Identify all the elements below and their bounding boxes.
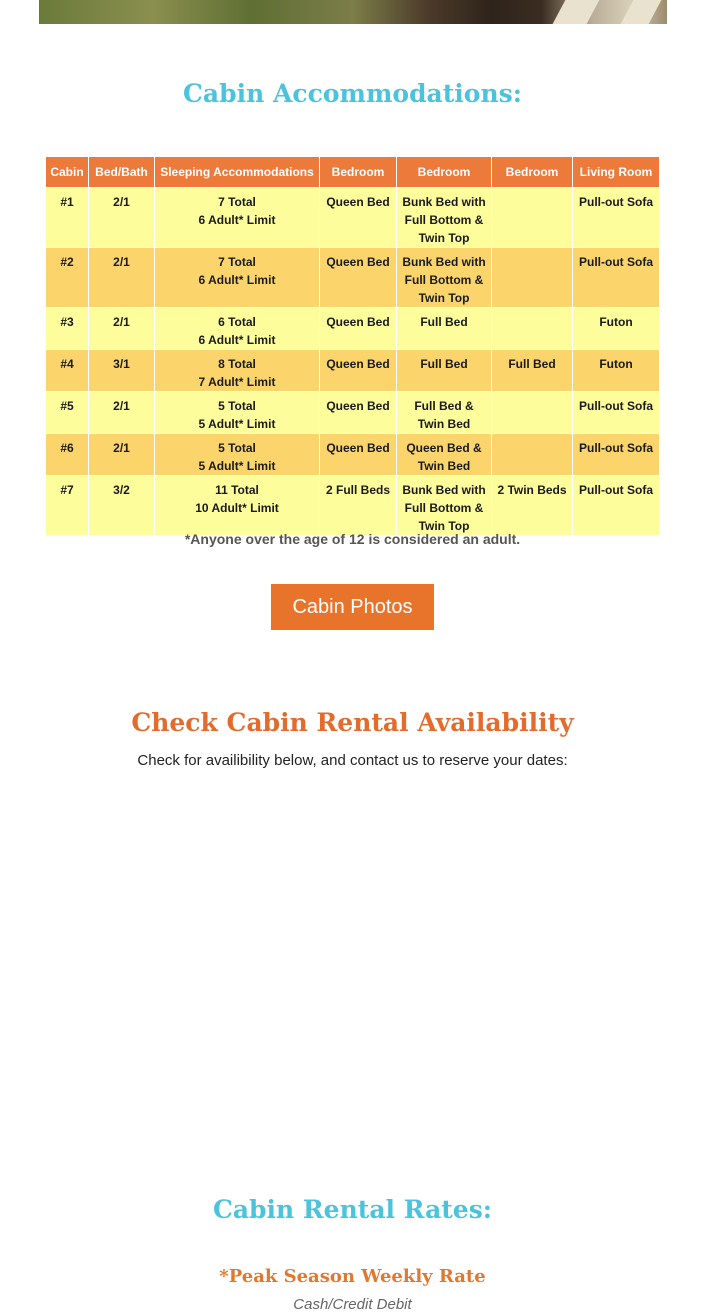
table-header-row [46, 157, 660, 188]
living-room-cell: Pull-out Sofa [573, 476, 660, 536]
bedroom-2-cell [397, 350, 492, 392]
accommodations-heading: Cabin Accommodations: [183, 79, 522, 108]
table-row [46, 188, 660, 248]
bedroom-1-cell: Queen Bed [320, 188, 397, 248]
bedroom-3-cell [492, 392, 573, 434]
sleeping-accommodations-cell [155, 308, 320, 350]
bedroom-2-cell [397, 476, 492, 536]
cabin-number-cell: #3 [46, 308, 89, 350]
availability-subtext: Check for availibility below, and contact us to reserve your dates: [137, 752, 568, 769]
bedroom-2-line: Twin Top [418, 291, 470, 305]
sleeping-accommodations-cell [155, 392, 320, 434]
sleep-adult-limit: 5 Adult* Limit [198, 459, 276, 473]
col-header: Bedroom [320, 157, 397, 188]
availability-heading: Check Cabin Rental Availability [131, 708, 574, 737]
sleep-total: 5 Total [218, 399, 256, 413]
bedroom-1-cell: Queen Bed [320, 434, 397, 476]
bedroom-2-line: Twin Bed [417, 459, 471, 473]
bedroom-2-line: Twin Bed [417, 417, 471, 431]
table-row [46, 248, 660, 308]
sleep-adult-limit: 6 Adult* Limit [198, 333, 276, 347]
sleeping-accommodations-cell [155, 476, 320, 536]
bedroom-1-cell: 2 Full Beds [320, 476, 397, 536]
sleep-total: 5 Total [218, 441, 256, 455]
bedroom-2-line: Twin Top [418, 231, 470, 245]
bedroom-3-cell [492, 434, 573, 476]
living-room-cell: Pull-out Sofa [573, 188, 660, 248]
col-header: Living Room [573, 157, 660, 188]
hero-photo [39, 0, 667, 24]
cabin-number-cell: #1 [46, 188, 89, 248]
col-header: Sleeping Accommodations [155, 157, 320, 188]
bedroom-2-line: Twin Top [418, 519, 470, 533]
peak-season-heading: *Peak Season Weekly Rate [219, 1266, 486, 1287]
availability-calendar-embed[interactable] [39, 790, 667, 1170]
col-header: Bedroom [397, 157, 492, 188]
sleeping-accommodations-cell [155, 248, 320, 308]
living-room-cell: Pull-out Sofa [573, 248, 660, 308]
bedroom-1-cell: Queen Bed [320, 350, 397, 392]
cabin-photos-button[interactable]: Cabin Photos [271, 584, 434, 630]
cabin-number-cell: #2 [46, 248, 89, 308]
bedroom-2-cell [397, 392, 492, 434]
bedroom-2-line: Bunk Bed with [402, 195, 486, 209]
bedroom-3-cell [492, 308, 573, 350]
adult-age-note: *Anyone over the age of 12 is considered an adult. [184, 531, 521, 547]
table-body [46, 188, 660, 536]
bed-bath-cell: 2/1 [89, 188, 155, 248]
living-room-cell: Futon [573, 350, 660, 392]
bedroom-2-cell [397, 188, 492, 248]
bedroom-2-line: Full Bottom & [404, 213, 484, 227]
bedroom-2-cell [397, 308, 492, 350]
bedroom-2-line: Full Bottom & [404, 501, 484, 515]
bed-bath-cell: 3/1 [89, 350, 155, 392]
bedroom-3-cell: Full Bed [492, 350, 573, 392]
dock-plank-image [621, 0, 662, 24]
rates-heading: Cabin Rental Rates: [212, 1195, 493, 1224]
bedroom-2-line: Full Bottom & [404, 273, 484, 287]
cabin-number-cell: #6 [46, 434, 89, 476]
bedroom-2-line: Full Bed & [414, 399, 474, 413]
table-row [46, 350, 660, 392]
living-room-cell: Futon [573, 308, 660, 350]
bedroom-2-line: Bunk Bed with [402, 483, 486, 497]
sleep-adult-limit: 10 Adult* Limit [195, 501, 279, 515]
sleep-total: 7 Total [218, 195, 256, 209]
cabin-number-cell: #7 [46, 476, 89, 536]
living-room-cell: Pull-out Sofa [573, 392, 660, 434]
peak-season-subtext: Cash/Credit Debit [293, 1296, 412, 1313]
bedroom-1-cell: Queen Bed [320, 308, 397, 350]
bed-bath-cell: 2/1 [89, 248, 155, 308]
bedroom-2-cell [397, 248, 492, 308]
living-room-cell: Pull-out Sofa [573, 434, 660, 476]
cabin-number-cell: #4 [46, 350, 89, 392]
cabins-table [45, 156, 660, 536]
table-row [46, 476, 660, 536]
sleep-total: 8 Total [218, 357, 256, 371]
sleeping-accommodations-cell [155, 350, 320, 392]
sleep-adult-limit: 6 Adult* Limit [198, 213, 276, 227]
col-header: Bed/Bath [89, 157, 155, 188]
bedroom-2-line: Bunk Bed with [402, 255, 486, 269]
bed-bath-cell: 2/1 [89, 392, 155, 434]
sleeping-accommodations-cell [155, 188, 320, 248]
cabin-number-cell: #5 [46, 392, 89, 434]
col-header: Bedroom [492, 157, 573, 188]
sleep-adult-limit: 6 Adult* Limit [198, 273, 276, 287]
bedroom-3-cell: 2 Twin Beds [492, 476, 573, 536]
bedroom-2-line: Queen Bed & [406, 441, 482, 455]
bed-bath-cell: 2/1 [89, 434, 155, 476]
sleeping-accommodations-cell [155, 434, 320, 476]
table-row [46, 308, 660, 350]
table-row [46, 392, 660, 434]
sleep-adult-limit: 7 Adult* Limit [198, 375, 276, 389]
sleep-total: 7 Total [218, 255, 256, 269]
bedroom-3-cell [492, 188, 573, 248]
bedroom-1-cell: Queen Bed [320, 248, 397, 308]
bed-bath-cell: 3/2 [89, 476, 155, 536]
bedroom-1-cell: Queen Bed [320, 392, 397, 434]
bedroom-2-line: Full Bed [420, 315, 468, 329]
sleep-total: 6 Total [218, 315, 256, 329]
col-header: Cabin [46, 157, 89, 188]
table-row [46, 434, 660, 476]
dock-plank-image [553, 0, 600, 24]
sleep-total: 11 Total [215, 483, 259, 497]
bedroom-2-line: Full Bed [420, 357, 468, 371]
bedroom-3-cell [492, 248, 573, 308]
cabin-accommodations-table [45, 156, 659, 533]
bedroom-2-cell [397, 434, 492, 476]
sleep-adult-limit: 5 Adult* Limit [198, 417, 276, 431]
bed-bath-cell: 2/1 [89, 308, 155, 350]
